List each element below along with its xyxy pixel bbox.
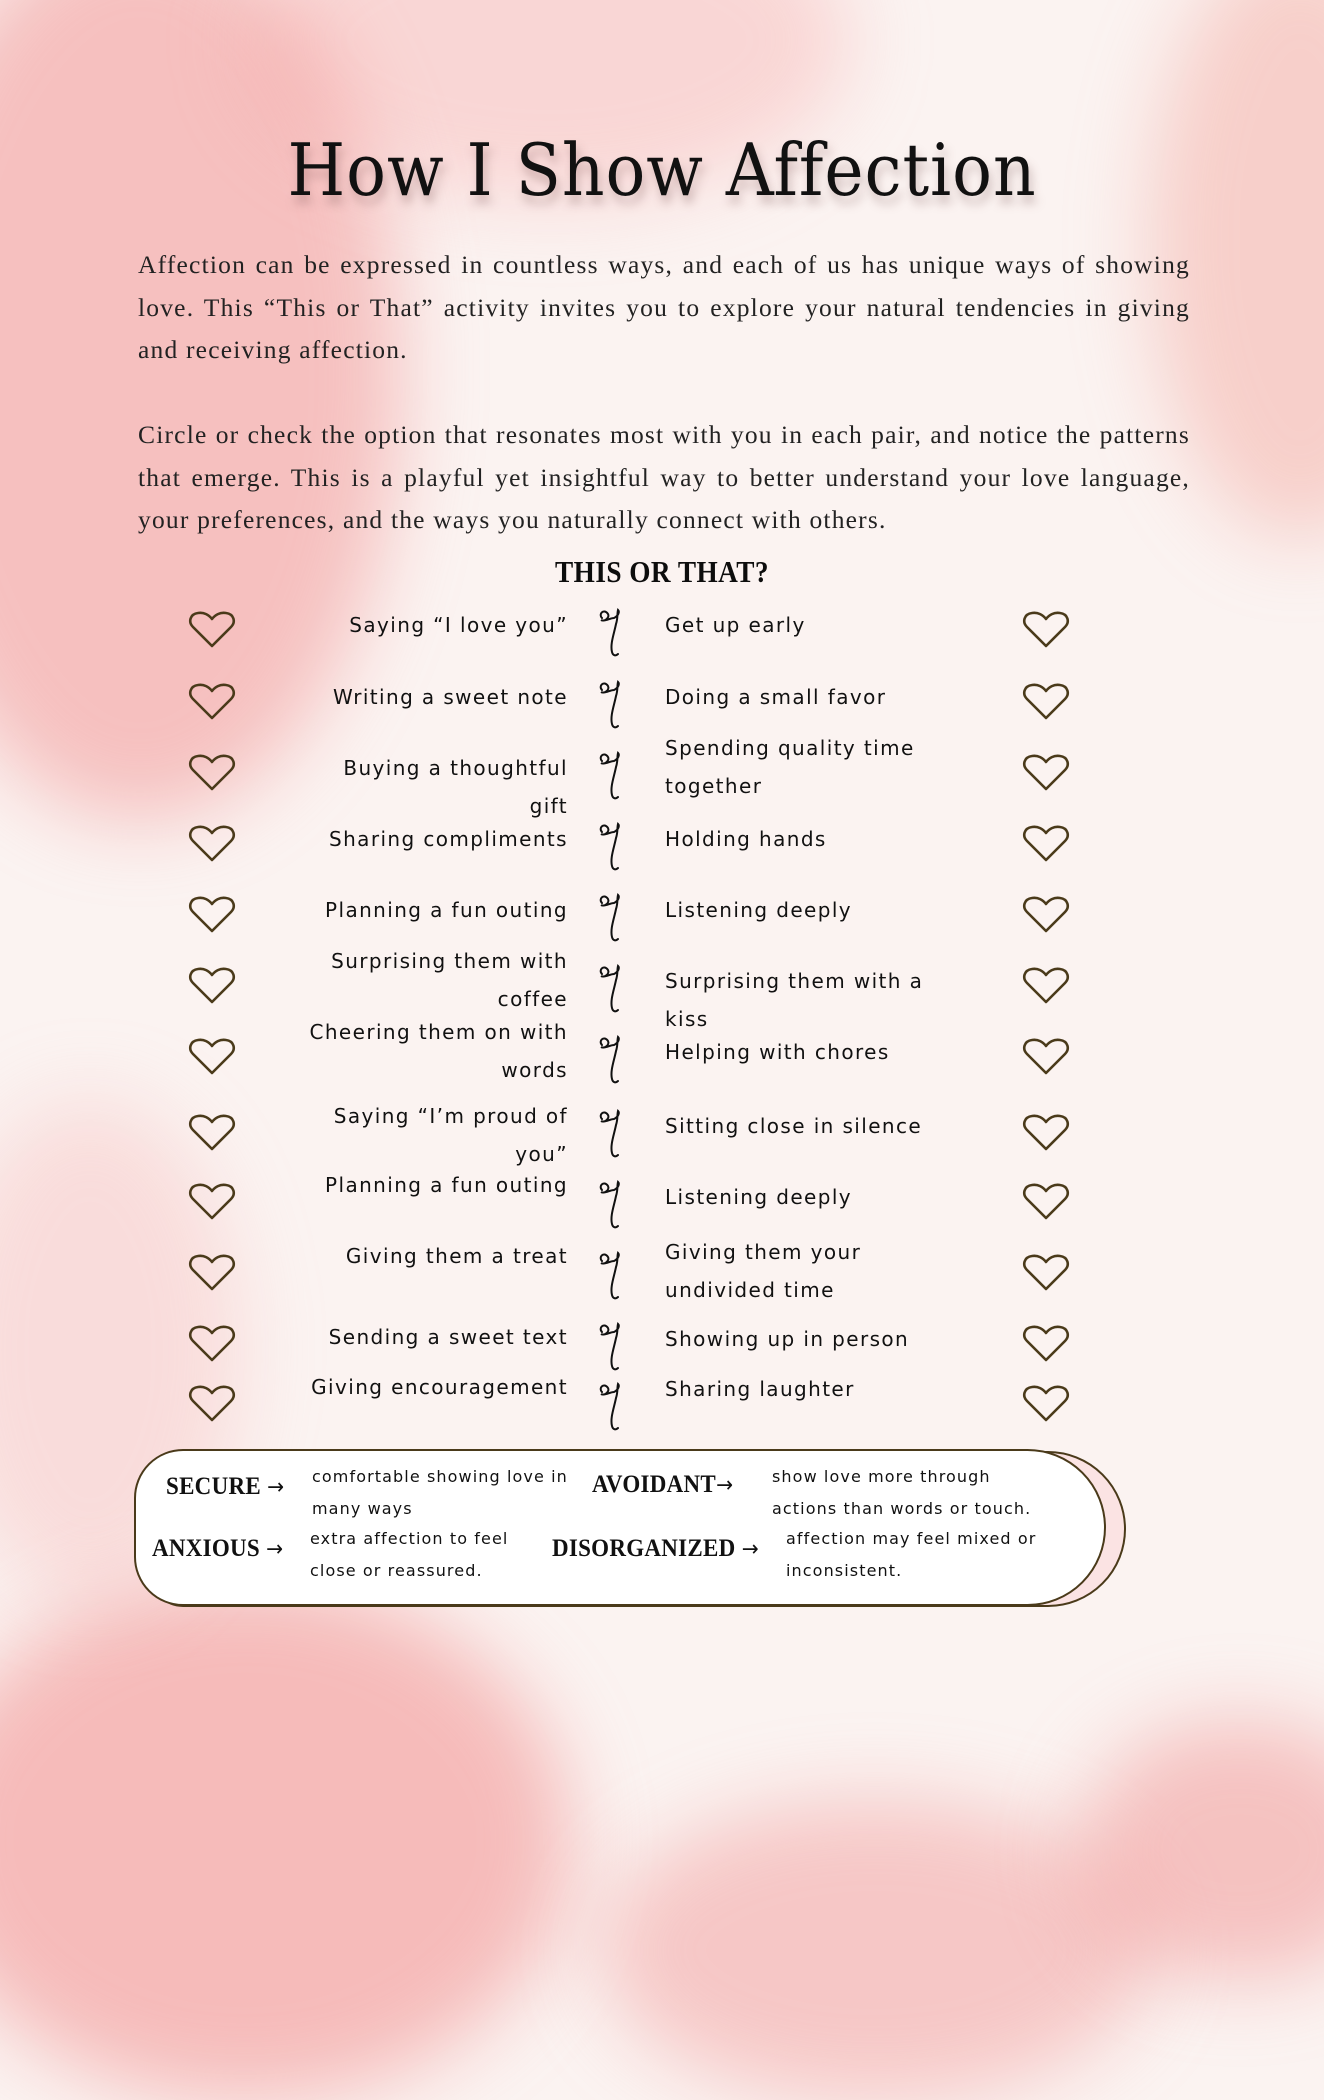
cursive-or-icon: [596, 820, 630, 880]
section-title: THIS OR THAT?: [555, 554, 769, 589]
heart-checkbox-right[interactable]: [1022, 610, 1070, 650]
option-right[interactable]: Listening deeply: [665, 1185, 853, 1209]
option-right[interactable]: Doing a small favor: [665, 685, 887, 709]
legend-desc-disorganized: affection may feel mixed or inconsistent.: [786, 1529, 1037, 1580]
intro-paragraph-2: Circle or check the option that resonates most with you in each pair, and notice the patterns that emerge. This is a playful yet insightful way to better understand your love language, your preferences, and the ways you naturally connect with others.: [138, 420, 1190, 534]
this-or-that-row: [0, 1375, 1324, 1442]
heart-outline-icon: [188, 610, 236, 650]
option-right[interactable]: Spending quality time together: [665, 736, 915, 798]
option-left[interactable]: Sharing compliments: [329, 827, 568, 851]
cursive-or-icon: [596, 1249, 630, 1309]
heart-checkbox-right[interactable]: [1022, 753, 1070, 793]
option-left[interactable]: Buying a thoughtful gift: [343, 756, 568, 818]
cursive-or-icon: [596, 1107, 630, 1167]
heart-checkbox-left[interactable]: [188, 682, 236, 722]
heart-outline-icon: [188, 682, 236, 722]
this-or-that-row: [0, 1104, 1324, 1169]
heart-outline-icon: [188, 824, 236, 864]
heart-checkbox-left[interactable]: [188, 1253, 236, 1293]
heart-outline-icon: [1022, 682, 1070, 722]
option-left[interactable]: Saying “I’m proud of you”: [333, 1104, 568, 1166]
legend-box: [134, 1449, 1106, 1606]
heart-checkbox-left[interactable]: [188, 895, 236, 935]
heart-checkbox-left[interactable]: [188, 610, 236, 650]
option-right[interactable]: Helping with chores: [665, 1040, 890, 1064]
heart-checkbox-left[interactable]: [188, 1113, 236, 1153]
heart-outline-icon: [1022, 1384, 1070, 1424]
option-right[interactable]: Listening deeply: [665, 898, 853, 922]
heart-outline-icon: [1022, 1324, 1070, 1364]
legend-term-avoidant: [592, 1471, 733, 1499]
heart-checkbox-left[interactable]: [188, 1324, 236, 1364]
heart-outline-icon: [1022, 1113, 1070, 1153]
heart-checkbox-left[interactable]: [188, 1182, 236, 1222]
heart-outline-icon: [1022, 895, 1070, 935]
this-or-that-row: [0, 949, 1324, 1031]
legend-term-disorganized: [552, 1535, 759, 1563]
heart-outline-icon: [188, 1113, 236, 1153]
this-or-that-row: [0, 893, 1324, 953]
option-right[interactable]: Holding hands: [665, 827, 827, 851]
heart-checkbox-right[interactable]: [1022, 966, 1070, 1006]
heart-checkbox-right[interactable]: [1022, 1113, 1070, 1153]
arrow-right-icon: →: [741, 1537, 759, 1562]
option-left[interactable]: Sending a sweet text: [328, 1325, 568, 1349]
heart-checkbox-left[interactable]: [188, 1384, 236, 1424]
heart-checkbox-right[interactable]: [1022, 1182, 1070, 1222]
this-or-that-row: [0, 1173, 1324, 1240]
legend-desc-avoidant: show love more through actions than words or touch.: [772, 1467, 1032, 1518]
legend-term-label: AVOIDANT: [592, 1471, 717, 1498]
heart-outline-icon: [1022, 610, 1070, 650]
option-left[interactable]: Cheering them on with words: [309, 1020, 568, 1082]
heart-checkbox-left[interactable]: [188, 824, 236, 864]
legend-term-label: SECURE: [166, 1473, 261, 1500]
heart-checkbox-right[interactable]: [1022, 682, 1070, 722]
heart-checkbox-right[interactable]: [1022, 1037, 1070, 1077]
this-or-that-row: [0, 680, 1324, 740]
arrow-right-icon: →: [266, 1475, 285, 1500]
heart-outline-icon: [1022, 824, 1070, 864]
heart-outline-icon: [1022, 1182, 1070, 1222]
cursive-or-icon: [596, 1380, 630, 1440]
this-or-that-row: [0, 736, 1324, 818]
option-left[interactable]: Giving encouragement: [311, 1375, 568, 1399]
heart-checkbox-right[interactable]: [1022, 1384, 1070, 1424]
heart-outline-icon: [1022, 1253, 1070, 1293]
option-left[interactable]: Giving them a treat: [345, 1244, 568, 1268]
heart-checkbox-right[interactable]: [1022, 824, 1070, 864]
heart-outline-icon: [188, 895, 236, 935]
heart-outline-icon: [188, 1037, 236, 1077]
legend-desc-secure: comfortable showing love in many ways: [312, 1467, 568, 1518]
this-or-that-row: [0, 822, 1324, 882]
option-right[interactable]: Showing up in person: [665, 1327, 910, 1351]
cursive-or-icon: [596, 678, 630, 738]
option-right[interactable]: Giving them your undivided time: [665, 1240, 862, 1302]
heart-outline-icon: [188, 1253, 236, 1293]
this-or-that-row: [0, 1240, 1324, 1311]
legend-term-secure: [166, 1473, 284, 1501]
option-left[interactable]: Saying “I love you”: [349, 613, 568, 637]
cursive-or-icon: [596, 1033, 630, 1093]
this-or-that-row: [0, 1020, 1324, 1095]
cursive-or-icon: [596, 962, 630, 1022]
legend-term-label: ANXIOUS: [152, 1535, 261, 1562]
option-right[interactable]: Surprising them with a kiss: [665, 969, 924, 1031]
option-left[interactable]: Surprising them with coffee: [331, 949, 568, 1011]
cursive-or-icon: [596, 606, 630, 666]
cursive-or-icon: [596, 1320, 630, 1380]
legend-term-label: DISORGANIZED: [552, 1535, 736, 1562]
option-right[interactable]: Sharing laughter: [665, 1377, 855, 1401]
cursive-or-icon: [596, 749, 630, 809]
this-or-that-row: [0, 1322, 1324, 1382]
heart-checkbox-right[interactable]: [1022, 895, 1070, 935]
arrow-right-icon: →: [266, 1537, 284, 1562]
option-left[interactable]: Planning a fun outing: [325, 1173, 568, 1197]
page-title: How I Show Affection: [287, 128, 1037, 212]
heart-outline-icon: [188, 753, 236, 793]
arrow-right-icon: →: [716, 1473, 734, 1498]
heart-outline-icon: [188, 1384, 236, 1424]
this-or-that-row: [0, 608, 1324, 668]
cursive-or-icon: [596, 1178, 630, 1238]
heart-outline-icon: [1022, 966, 1070, 1006]
heart-checkbox-right[interactable]: [1022, 1324, 1070, 1364]
cursive-or-icon: [596, 891, 630, 951]
option-right[interactable]: Sitting close in silence: [665, 1114, 923, 1138]
option-left[interactable]: Writing a sweet note: [332, 685, 568, 709]
legend-term-anxious: [152, 1535, 283, 1563]
heart-checkbox-right[interactable]: [1022, 1253, 1070, 1293]
heart-outline-icon: [1022, 1037, 1070, 1077]
legend-desc-anxious: extra affection to feel close or reassured.: [310, 1529, 509, 1580]
heart-outline-icon: [1022, 753, 1070, 793]
heart-outline-icon: [188, 966, 236, 1006]
heart-outline-icon: [188, 1324, 236, 1364]
heart-checkbox-left[interactable]: [188, 1037, 236, 1077]
intro-paragraph-1: Affection can be expressed in countless ways, and each of us has unique ways of showing love. This “This or That” activity invites you to explore your natural tendencies in giving and receiving affection.: [138, 250, 1190, 364]
heart-outline-icon: [188, 1182, 236, 1222]
option-left[interactable]: Planning a fun outing: [325, 898, 568, 922]
heart-checkbox-left[interactable]: [188, 966, 236, 1006]
option-right[interactable]: Get up early: [665, 613, 806, 637]
heart-checkbox-left[interactable]: [188, 753, 236, 793]
